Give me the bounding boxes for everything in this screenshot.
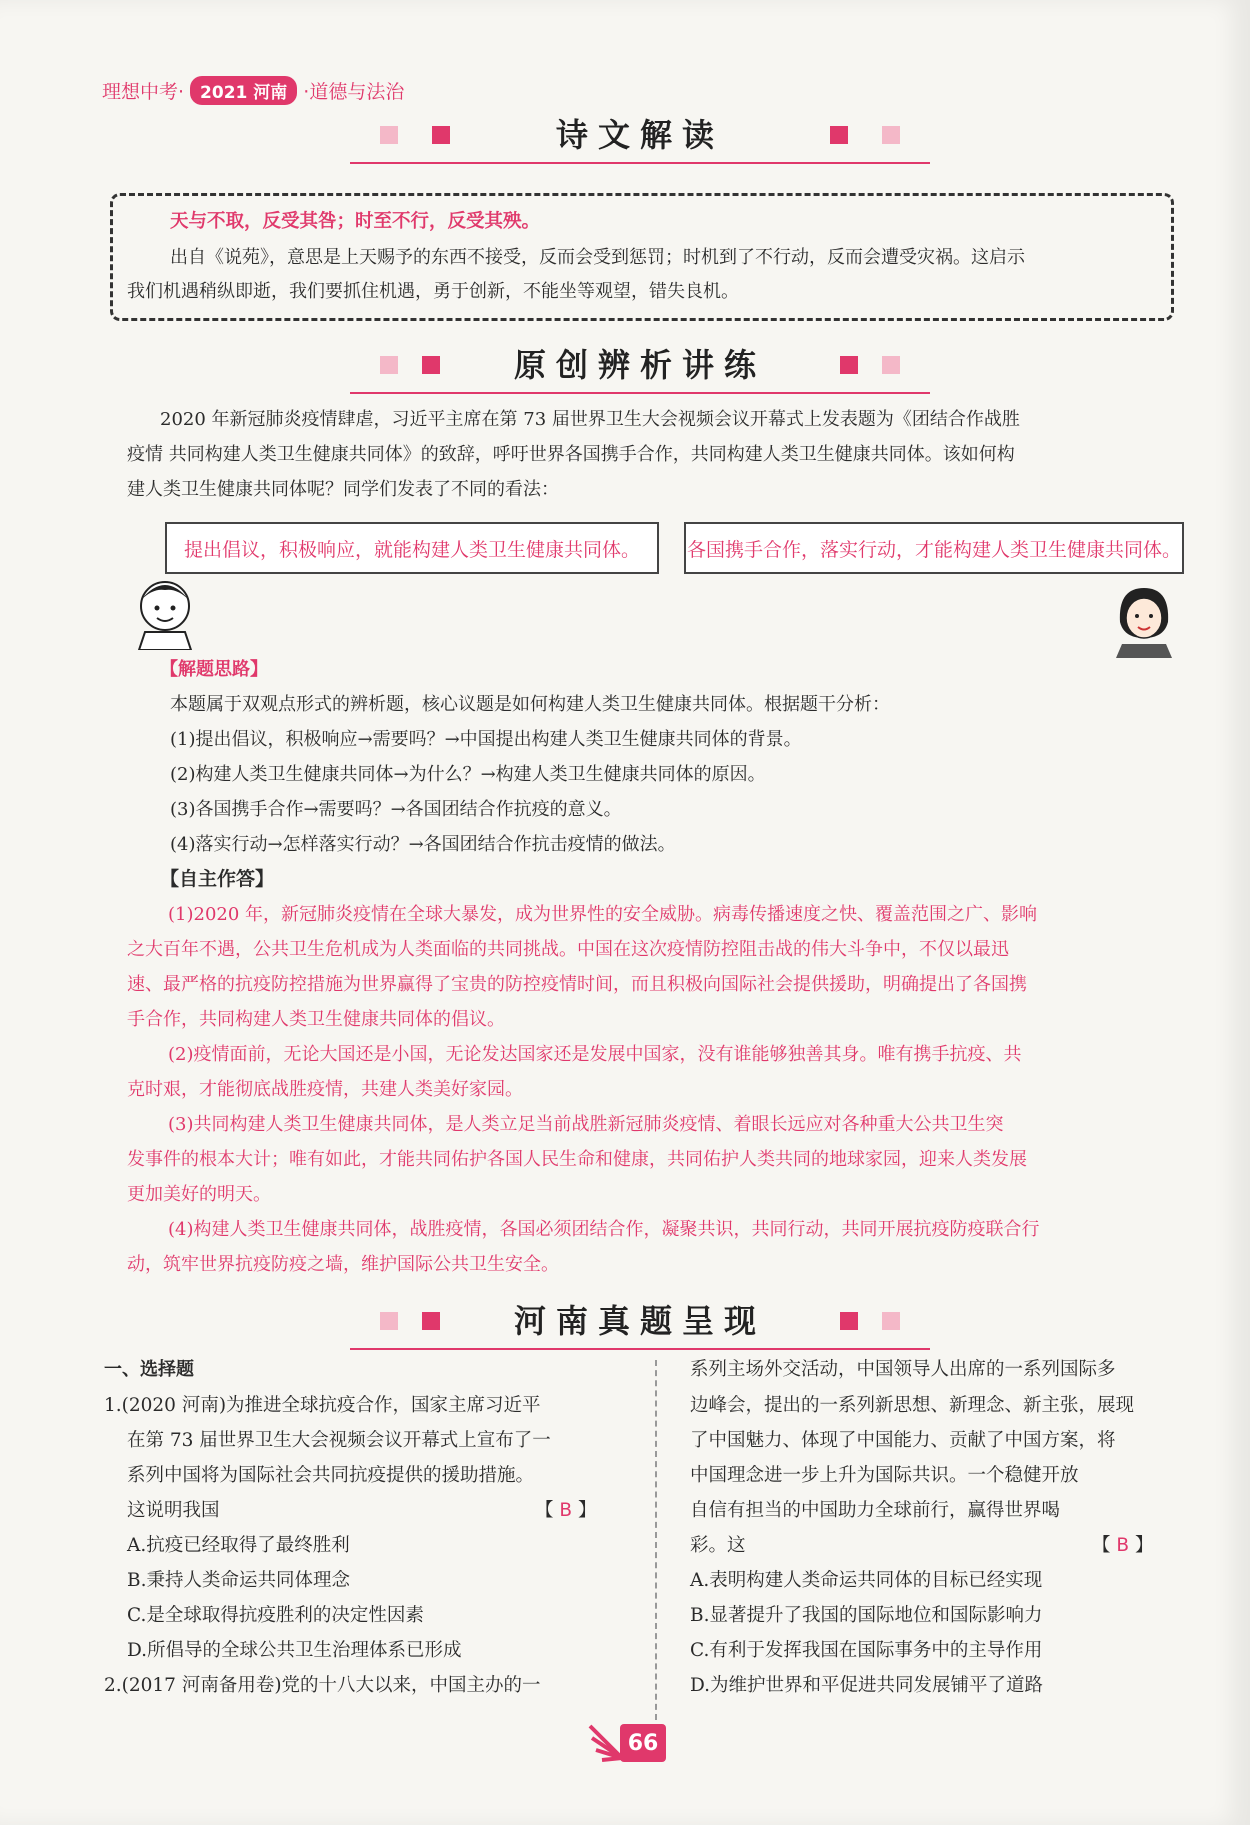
deco-square [830, 126, 848, 144]
subject: ·道德与法治 [303, 81, 405, 103]
answer-line: 克时艰，才能彻底战胜疫情，共建人类美好家园。 [127, 1079, 523, 1100]
page-fan-decoration [588, 1718, 624, 1762]
intro-line-1: 2020 年新冠肺炎疫情肆虐，习近平主席在第 73 届世界卫生大会视频会议开幕式上发表题为《团结合作战胜 [160, 409, 1020, 430]
thinking-tag: 【解题思路】 [160, 659, 268, 680]
answer-tag: 【自主作答】 [160, 868, 275, 890]
deco-square [422, 1312, 440, 1330]
column-divider [655, 1360, 657, 1720]
speech-bubble-right: 各国携手合作，落实行动，才能构建人类卫生健康共同体。 [684, 522, 1184, 574]
q2-line: 中国理念进一步上升为国际共识。一个稳健开放 [690, 1465, 1079, 1486]
q2-line: 了中国魅力、体现了中国能力、贡献了中国方案，将 [690, 1430, 1116, 1451]
speech-bubble-left: 提出倡议，积极响应，就能构建人类卫生健康共同体。 [165, 522, 659, 574]
brand: 理想中考· [102, 81, 185, 103]
thinking-step: (4)落实行动→怎样落实行动？→各国团结合作抗击疫情的做法。 [170, 834, 676, 855]
section-real-heading [350, 1290, 930, 1350]
poem-explain-2: 我们机遇稍纵即逝，我们要抓住机遇，勇于创新，不能坐等观望，错失良机。 [127, 281, 739, 302]
q1-option: D.所倡导的全球公共卫生治理体系已形成 [127, 1640, 462, 1661]
q1-answer-bracket: 【 B 】 [535, 1500, 597, 1521]
thinking-step: (2)构建人类卫生健康共同体→为什么？→构建人类卫生健康共同体的原因。 [170, 764, 766, 785]
q2-option: B.显著提升了我国的国际地位和国际影响力 [690, 1605, 1043, 1626]
q1-option: B.秉持人类命运共同体理念 [127, 1570, 350, 1591]
q1-answer: B [559, 1500, 573, 1521]
deco-square [380, 356, 398, 374]
page-number: 66 [620, 1724, 666, 1762]
intro-line-2: 疫情 共同构建人类卫生健康共同体》的致辞，呼吁世界各国携手合作，共同构建人类卫生健康共同体。该如何构 [127, 444, 1015, 465]
q1-line: 系列中国将为国际社会共同抗疫提供的援助措施。 [127, 1465, 535, 1486]
section-analysis-heading [350, 334, 930, 394]
answer-line: 速、最严格的抗疫防控措施为世界赢得了宝贵的防控疫情时间，而且积极向国际社会提供援助，明确提出了各国携 [127, 974, 1027, 995]
deco-square [882, 1312, 900, 1330]
q1-option: A.抗疫已经取得了最终胜利 [127, 1535, 350, 1556]
section-title: 原创辨析讲练 [513, 346, 766, 384]
boy-illustration [125, 570, 205, 650]
answer-line: (4)构建人类卫生健康共同体，战胜疫情，各国必须团结合作，凝聚共识，共同行动，共同开展抗疫防疫联合行 [168, 1219, 1040, 1240]
q2-option: D.为维护世界和平促进共同发展铺平了道路 [690, 1675, 1044, 1696]
q2-option: A.表明构建人类命运共同体的目标已经实现 [690, 1570, 1043, 1591]
thinking-desc: 本题属于双观点形式的辨析题，核心议题是如何构建人类卫生健康共同体。根据题干分析： [170, 694, 890, 715]
section-title: 诗文解读 [555, 116, 724, 154]
q2-start: 2.(2017 河南备用卷)党的十八大以来，中国主办的一 [104, 1675, 541, 1696]
answer-line: (3)共同构建人类卫生健康共同体，是人类立足当前战胜新冠肺炎疫情、着眼长远应对各种重大公共卫生突 [168, 1114, 1004, 1135]
year-badge: 2021 河南 [190, 76, 297, 105]
thinking-step: (1)提出倡议，积极响应→需要吗？→中国提出构建人类卫生健康共同体的背景。 [170, 729, 802, 750]
answer-line: (2)疫情面前，无论大国还是小国，无论发达国家还是发展中国家，没有谁能够独善其身。唯有携手抗疫、共 [168, 1044, 1022, 1065]
deco-square [882, 126, 900, 144]
answer-line: 更加美好的明天。 [127, 1184, 271, 1205]
section-poem-heading [350, 104, 930, 164]
section-title: 河南真题呈现 [513, 1302, 766, 1340]
poem-quote: 天与不取，反受其咎；时至不行，反受其殃。 [170, 211, 541, 232]
q1-option: C.是全球取得抗疫胜利的决定性因素 [127, 1605, 424, 1626]
q2-answer: B [1116, 1535, 1130, 1556]
q2-line: 边峰会，提出的一系列新思想、新理念、新主张，展现 [690, 1395, 1135, 1416]
thinking-step: (3)各国携手合作→需要吗？→各国团结合作抗疫的意义。 [170, 799, 622, 820]
q1-line: 1.(2020 河南)为推进全球抗疫合作，国家主席习近平 [104, 1395, 541, 1416]
answer-line: 之大百年不遇，公共卫生危机成为人类面临的共同挑战。中国在这次疫情防控阻击战的伟大斗争中，不仅以最迅 [127, 939, 1009, 960]
deco-square [840, 1312, 858, 1330]
answer-line: (1)2020 年，新冠肺炎疫情在全球大暴发，成为世界性的安全威胁。病毒传播速度之快、覆盖范围之广、影响 [168, 904, 1038, 925]
girl-illustration [1108, 582, 1180, 658]
q2-answer-bracket: 【 B 】 [1092, 1535, 1154, 1556]
q1-line: 在第 73 届世界卫生大会视频会议开幕式上宣布了一 [127, 1430, 551, 1451]
q2-line: 系列主场外交活动，中国领导人出席的一系列国际多 [690, 1359, 1116, 1380]
answer-line: 发事件的根本大计；唯有如此，才能共同佑护各国人民生命和健康，共同佑护人类共同的地球家园，迎来人类发展 [127, 1149, 1027, 1170]
answer-line: 手合作，共同构建人类卫生健康共同体的倡议。 [127, 1009, 505, 1030]
q1-line: 这说明我国 [127, 1500, 220, 1521]
deco-square [380, 126, 398, 144]
running-header [102, 76, 404, 105]
q2-line: 自信有担当的中国助力全球前行，赢得世界喝 [690, 1500, 1061, 1521]
answer-line: 动，筑牢世界抗疫防疫之墙，维护国际公共卫生安全。 [127, 1254, 559, 1275]
deco-square [882, 356, 900, 374]
q2-option: C.有利于发挥我国在国际事务中的主导作用 [690, 1640, 1043, 1661]
question-type: 一、选择题 [104, 1359, 194, 1380]
deco-square [422, 356, 440, 374]
deco-square [840, 356, 858, 374]
intro-line-3: 建人类卫生健康共同体呢？同学们发表了不同的看法： [127, 479, 559, 500]
deco-square [380, 1312, 398, 1330]
poem-explain-1: 出自《说苑》，意思是上天赐予的东西不接受，反而会受到惩罚；时机到了不行动，反而会遭受灾祸。这启示 [170, 247, 1025, 268]
deco-square [432, 126, 450, 144]
q2-line: 彩。这 [690, 1535, 746, 1556]
